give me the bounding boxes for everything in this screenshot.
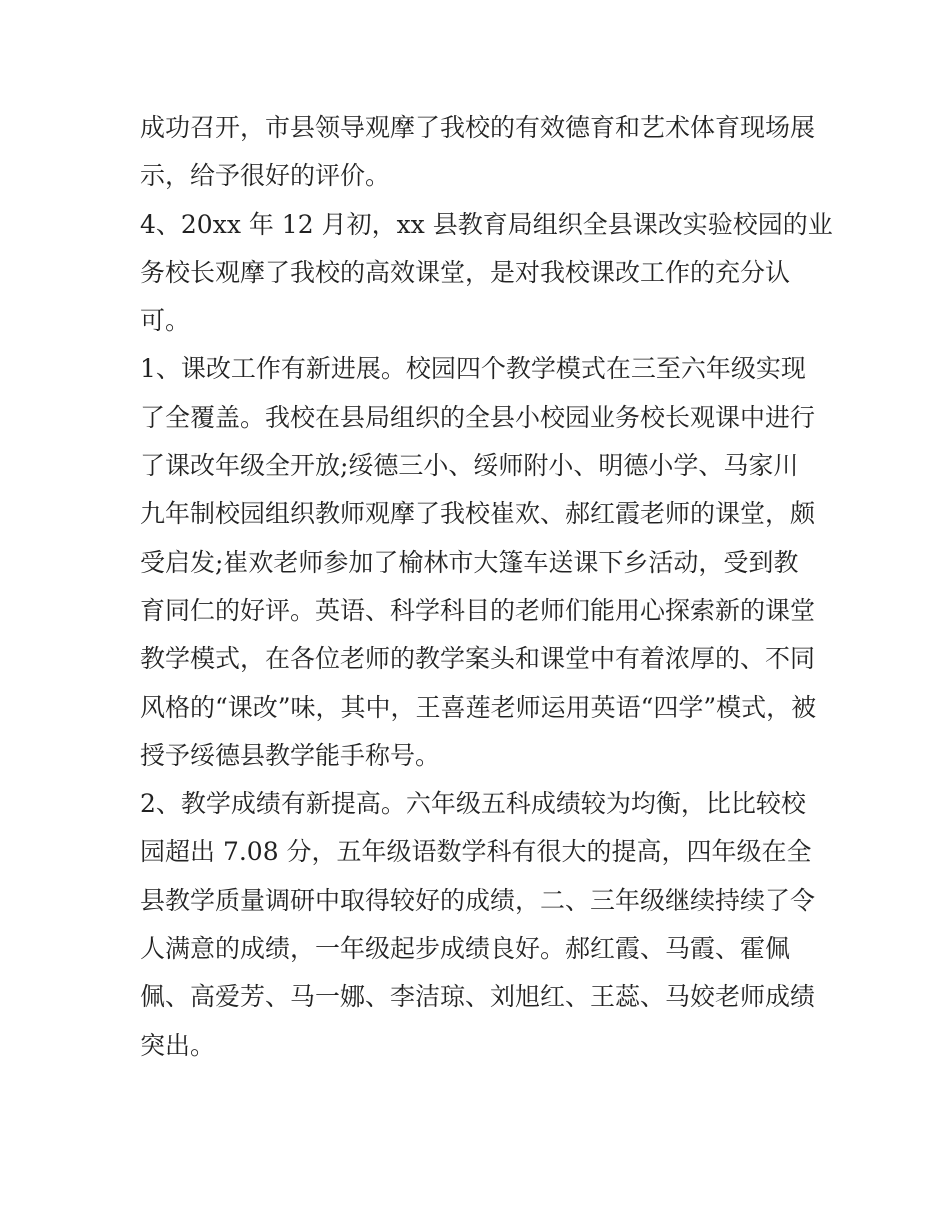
text-line: 九年制校园组织教师观摩了我校崔欢、郝红霞老师的课堂，颇 xyxy=(140,499,816,529)
text-line: 育同仁的好评。英语、科学科目的老师们能用心探索新的课堂 xyxy=(140,595,816,625)
text-line: 了课改年级全开放;绥德三小、绥师附小、明德小学、马家川 xyxy=(140,451,799,481)
text-line: 受启发;崔欢老师参加了榆林市大篷车送课下乡活动，受到教 xyxy=(140,547,799,577)
paragraph-meeting-evaluation xyxy=(140,104,820,201)
text-line: 园超出 7.08 分，五年级语数学科有很大的提高，四年级在全 xyxy=(140,837,812,867)
text-line: 成功召开，市县领导观摩了我校的有效德育和艺术体育现场展 xyxy=(140,113,816,142)
text-line: 授予绥德县教学能手称号。 xyxy=(140,740,441,770)
text-line: 了全覆盖。我校在县局组织的全县小校园业务校长观课中进行 xyxy=(140,402,816,432)
text-line: 务校长观摩了我校的高效课堂，是对我校课改工作的充分认 xyxy=(140,257,791,287)
document-body xyxy=(140,104,833,1070)
text-line: 1、课改工作有新进展。校园四个教学模式在三至六年级实现 xyxy=(140,354,806,384)
text-line: 人满意的成绩，一年级起步成绩良好。郝红霞、马霞、霍佩 xyxy=(140,934,791,964)
text-line: 突出。 xyxy=(140,1030,216,1060)
text-line: 可。 xyxy=(140,306,191,336)
paragraph-item-4 xyxy=(140,201,833,346)
paragraph-curriculum-reform xyxy=(140,345,820,780)
text-line: 示，给予很好的评价。 xyxy=(140,161,391,191)
text-line: 4、20xx 年 12 月初，xx 县教育局组织全县课改实验校园的业 xyxy=(140,209,833,239)
text-line: 县教学质量调研中取得较好的成绩，二、三年级继续持续了令 xyxy=(140,885,816,915)
paragraph-teaching-results xyxy=(140,780,820,1070)
text-line: 风格的“课改”味，其中，王喜莲老师运用英语“四学”模式，被 xyxy=(140,692,817,722)
text-line: 佩、高爱芳、马一娜、李洁琼、刘旭红、王蕊、马姣老师成绩 xyxy=(140,982,816,1012)
text-line: 教学模式，在各位老师的教学案头和课堂中有着浓厚的、不同 xyxy=(140,644,816,674)
text-line: 2、教学成绩有新提高。六年级五科成绩较为均衡，比比较校 xyxy=(140,789,806,819)
